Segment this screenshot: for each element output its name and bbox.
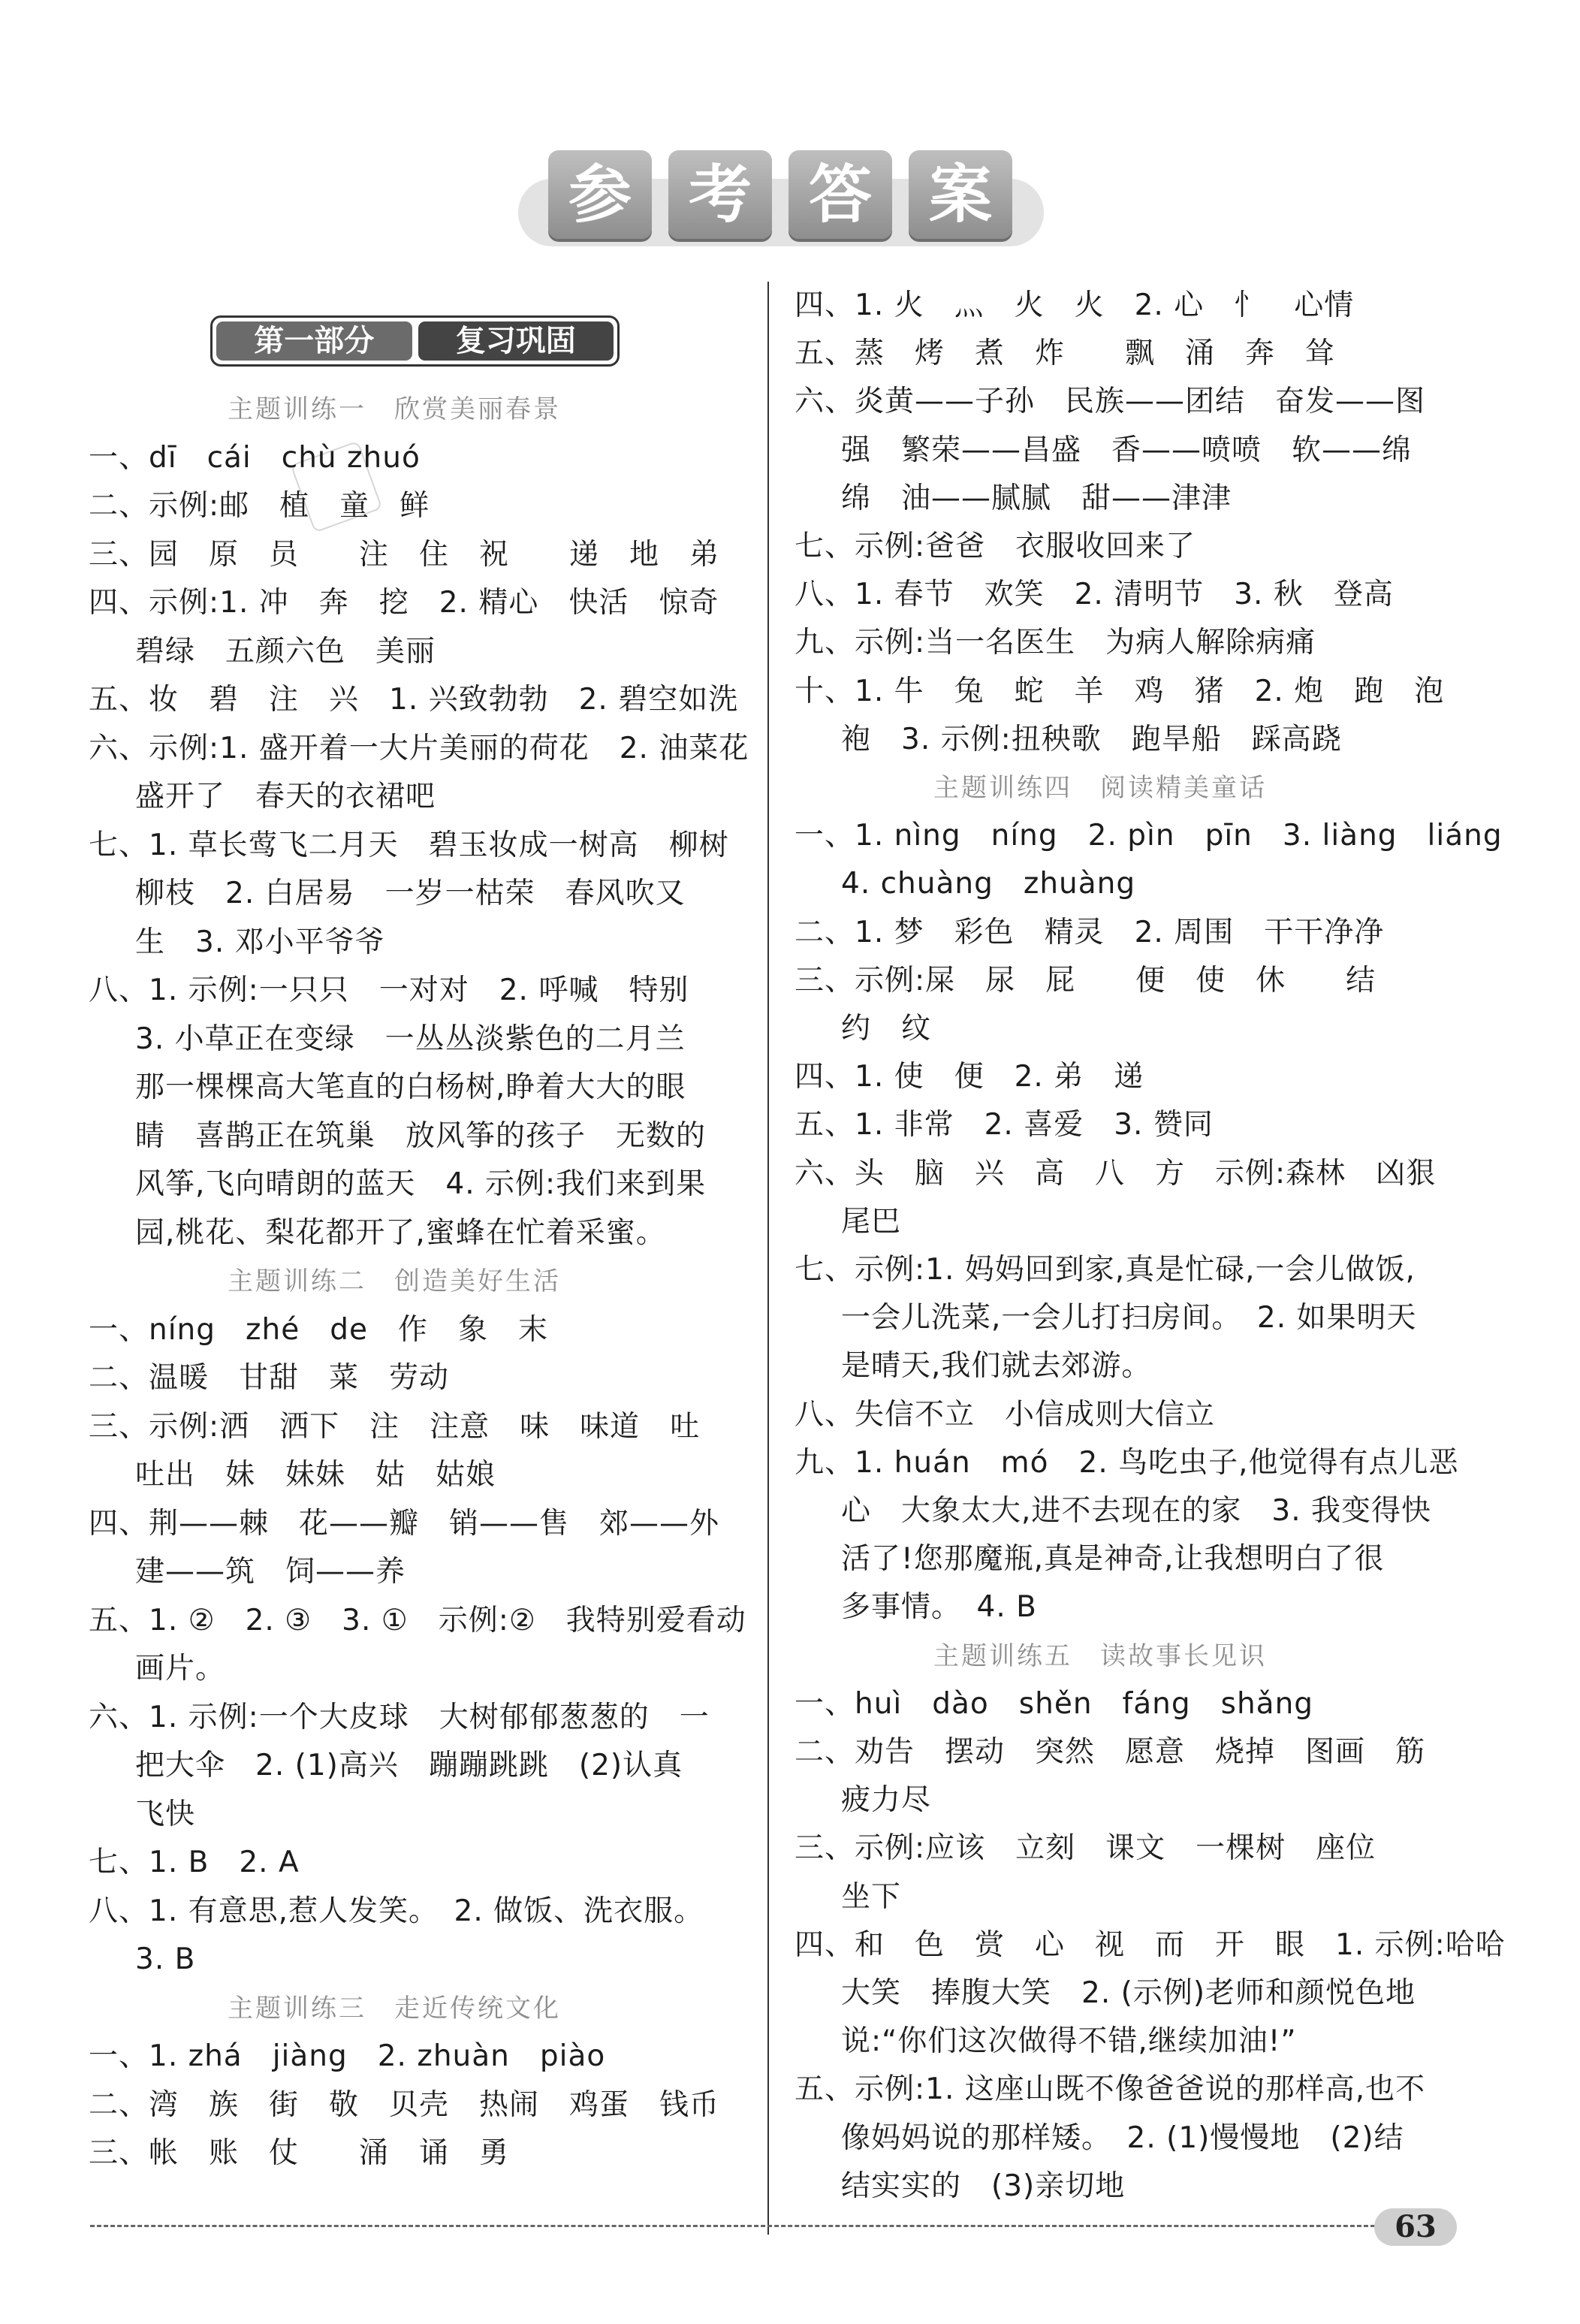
answer-line: 二、湾 族 街 敬 贝壳 热闹 鸡蛋 钱币 xyxy=(89,2087,720,2122)
answer-line: 七、示例:爸爸 衣服收回来了 xyxy=(795,530,1196,563)
theme-heading: 主题训练三 走近传统文化 xyxy=(228,1993,561,2024)
theme-heading: 主题训练一 欣赏美丽春景 xyxy=(228,394,561,424)
answer-line: 四、荆——棘 花——瓣 销——售 郊——外 xyxy=(89,1506,720,1541)
theme-heading: 主题训练二 创造美好生活 xyxy=(228,1266,561,1296)
answer-line: 四、1. 火 灬 火 火 2. 心 忄 心情 xyxy=(795,288,1355,322)
section-part-label: 第一部分 xyxy=(216,321,412,361)
banner-char-3: 答 xyxy=(788,150,892,239)
answer-line: 五、妆 碧 注 兴 1. 兴致勃勃 2. 碧空如洗 xyxy=(89,683,739,717)
answer-line: 建——筑 饲——养 xyxy=(135,1555,406,1589)
answer-line: 六、炎黄——子孙 民族——团结 奋发——图 xyxy=(795,385,1426,419)
answer-line: 画片。 xyxy=(135,1652,226,1686)
answer-line: 七、示例:1. 妈妈回到家,真是忙碌,一会儿做饭, xyxy=(795,1253,1416,1287)
answer-line: 二、劝告 摆动 突然 愿意 烧掉 图画 筋 xyxy=(795,1735,1426,1769)
answer-line: 碧绿 五颜六色 美丽 xyxy=(135,634,436,669)
answer-line: 4. chuàng zhuàng xyxy=(841,867,1136,901)
answer-line: 七、1. B 2. A xyxy=(89,1846,300,1879)
answer-line: 四、和 色 赏 心 视 而 开 眼 1. 示例:哈哈 xyxy=(795,1927,1506,1962)
answer-line: 六、1. 示例:一个大皮球 大树郁郁葱葱的 一 xyxy=(89,1700,710,1734)
answer-line: 六、示例:1. 盛开着一大片美丽的荷花 2. 油菜花 xyxy=(89,731,749,765)
answer-line: 六、头 脑 兴 高 八 方 示例:森林 凶狠 xyxy=(795,1156,1437,1191)
answer-line: 结实实的 (3)亲切地 xyxy=(841,2169,1126,2203)
answer-line: 三、帐 账 仗 涌 诵 勇 xyxy=(89,2136,510,2170)
answer-line: 八、失信不立 小信成则大信立 xyxy=(795,1397,1216,1432)
answer-line: 柳枝 2. 白居易 一岁一枯荣 春风吹又 xyxy=(135,877,686,910)
answer-line: 五、蒸 烤 煮 炸 飘 涌 奔 耸 xyxy=(795,337,1336,371)
answer-line: 四、示例:1. 冲 奔 挖 2. 精心 快活 惊奇 xyxy=(89,586,719,620)
answer-line: 绵 油——腻腻 甜——津津 xyxy=(841,481,1232,515)
banner-char-2: 考 xyxy=(668,150,772,239)
answer-line: 像妈妈说的那样矮。 2. (1)慢慢地 (2)结 xyxy=(841,2120,1404,2155)
page-number: 63 xyxy=(1374,2208,1457,2246)
answer-line: 约 纹 xyxy=(841,1012,932,1046)
answer-line: 十、1. 牛 兔 蛇 羊 鸡 猪 2. 炮 跑 泡 xyxy=(795,674,1445,708)
answer-line: 袍 3. 示例:扭秧歌 跑旱船 踩高跷 xyxy=(841,722,1342,756)
column-divider xyxy=(767,282,769,2235)
answer-line: 八、1. 春节 欢笑 2. 清明节 3. 秋 登高 xyxy=(795,578,1394,612)
answer-line: 说:“你们这次做得不错,继续加油!” xyxy=(841,2024,1297,2059)
answer-line: 三、园 原 员 注 住 祝 递 地 弟 xyxy=(89,537,720,572)
answer-line: 三、示例:洒 洒下 注 注意 味 味道 吐 xyxy=(89,1409,701,1444)
answer-line: 一、1. zhá jiàng 2. zhuàn piào xyxy=(89,2039,606,2073)
answer-line: 二、示例:邮 植 童 鲜 xyxy=(89,489,430,523)
answer-line: 五、1. 非常 2. 喜爱 3. 赞同 xyxy=(795,1108,1214,1142)
answer-line: 二、1. 梦 彩色 精灵 2. 周围 干干净净 xyxy=(795,915,1385,949)
answer-line: 七、1. 草长莺飞二月天 碧玉妆成一树高 柳树 xyxy=(89,828,729,862)
answer-line: 二、温暖 甘甜 菜 劳动 xyxy=(89,1361,450,1395)
answer-line: 多事情。 4. B xyxy=(841,1590,1037,1625)
answer-line: 活了!您那魔瓶,真是神奇,让我想明白了很 xyxy=(841,1542,1385,1577)
answer-line: 大笑 捧腹大笑 2. (示例)老师和颜悦色地 xyxy=(841,1976,1416,2010)
answer-line: 尾巴 xyxy=(841,1204,902,1239)
answer-line: 五、1. ② 2. ③ 3. ① 示例:② 我特别爱看动 xyxy=(89,1603,746,1637)
section-name-label: 复习巩固 xyxy=(418,321,614,361)
answer-line: 是晴天,我们就去郊游。 xyxy=(841,1349,1152,1384)
answer-title-banner xyxy=(518,134,1044,246)
answer-line: 盛开了 春天的衣裙吧 xyxy=(135,780,436,813)
section-badge xyxy=(210,315,620,367)
answer-line: 坐下 xyxy=(841,1879,902,1914)
answer-line: 心 大象太大,进不去现在的家 3. 我变得快 xyxy=(841,1494,1432,1528)
answer-line: 一、níng zhé de 作 象 末 xyxy=(89,1312,548,1347)
answer-line: 三、示例:应该 立刻 课文 一棵树 座位 xyxy=(795,1831,1376,1866)
answer-line: 3. B xyxy=(135,1942,196,1976)
answer-line: 睛 喜鹊正在筑巢 放风筝的孩子 无数的 xyxy=(135,1118,707,1153)
answer-line: 一会儿洗菜,一会儿打扫房间。 2. 如果明天 xyxy=(841,1301,1417,1336)
answer-line: 三、示例:屎 尿 屁 便 使 休 结 xyxy=(795,963,1376,998)
theme-heading: 主题训练五 读故事长见识 xyxy=(933,1640,1267,1671)
answer-line: 八、1. 有意思,惹人发笑。 2. 做饭、洗衣服。 xyxy=(89,1894,704,1928)
answer-line: 一、1. nìng níng 2. pìn pīn 3. liàng liáng xyxy=(795,819,1503,853)
answer-line: 九、1. huán mó 2. 鸟吃虫子,他觉得有点儿恶 xyxy=(795,1445,1459,1480)
answer-line: 四、1. 使 便 2. 弟 递 xyxy=(795,1060,1144,1094)
banner-char-1: 参 xyxy=(548,150,652,239)
answer-line: 园,桃花、梨花都开了,蜜蜂在忙着采蜜。 xyxy=(135,1215,666,1250)
answer-line: 把大伞 2. (1)高兴 蹦蹦跳跳 (2)认真 xyxy=(135,1749,683,1782)
footer-dashed-rule xyxy=(90,2225,1382,2227)
answer-line: 飞快 xyxy=(135,1797,196,1831)
answer-line: 八、1. 示例:一只只 一对对 2. 呼喊 特别 xyxy=(89,973,689,1007)
answer-line: 吐出 妹 妹妹 姑 姑娘 xyxy=(135,1458,496,1492)
answer-line: 那一棵棵高大笔直的白杨树,睁着大大的眼 xyxy=(135,1070,686,1104)
answer-line: 风筝,飞向晴朗的蓝天 4. 示例:我们来到果 xyxy=(135,1167,707,1201)
answer-line: 强 繁荣——昌盛 香——喷喷 软——绵 xyxy=(841,433,1413,467)
banner-char-4: 案 xyxy=(909,150,1012,239)
theme-heading: 主题训练四 阅读精美童话 xyxy=(933,773,1267,803)
answer-line: 九、示例:当一名医生 为病人解除病痛 xyxy=(795,626,1316,660)
answer-line: 疲力尽 xyxy=(841,1783,932,1818)
answer-line: 一、huì dào shěn fáng shǎng xyxy=(795,1686,1314,1721)
answer-line: 生 3. 邓小平爷爷 xyxy=(135,925,385,959)
answer-line: 一、dī cái chù zhuó xyxy=(89,440,421,475)
answer-line: 五、示例:1. 这座山既不像爸爸说的那样高,也不 xyxy=(795,2072,1426,2107)
answer-line: 3. 小草正在变绿 一丛丛淡紫色的二月兰 xyxy=(135,1022,686,1056)
